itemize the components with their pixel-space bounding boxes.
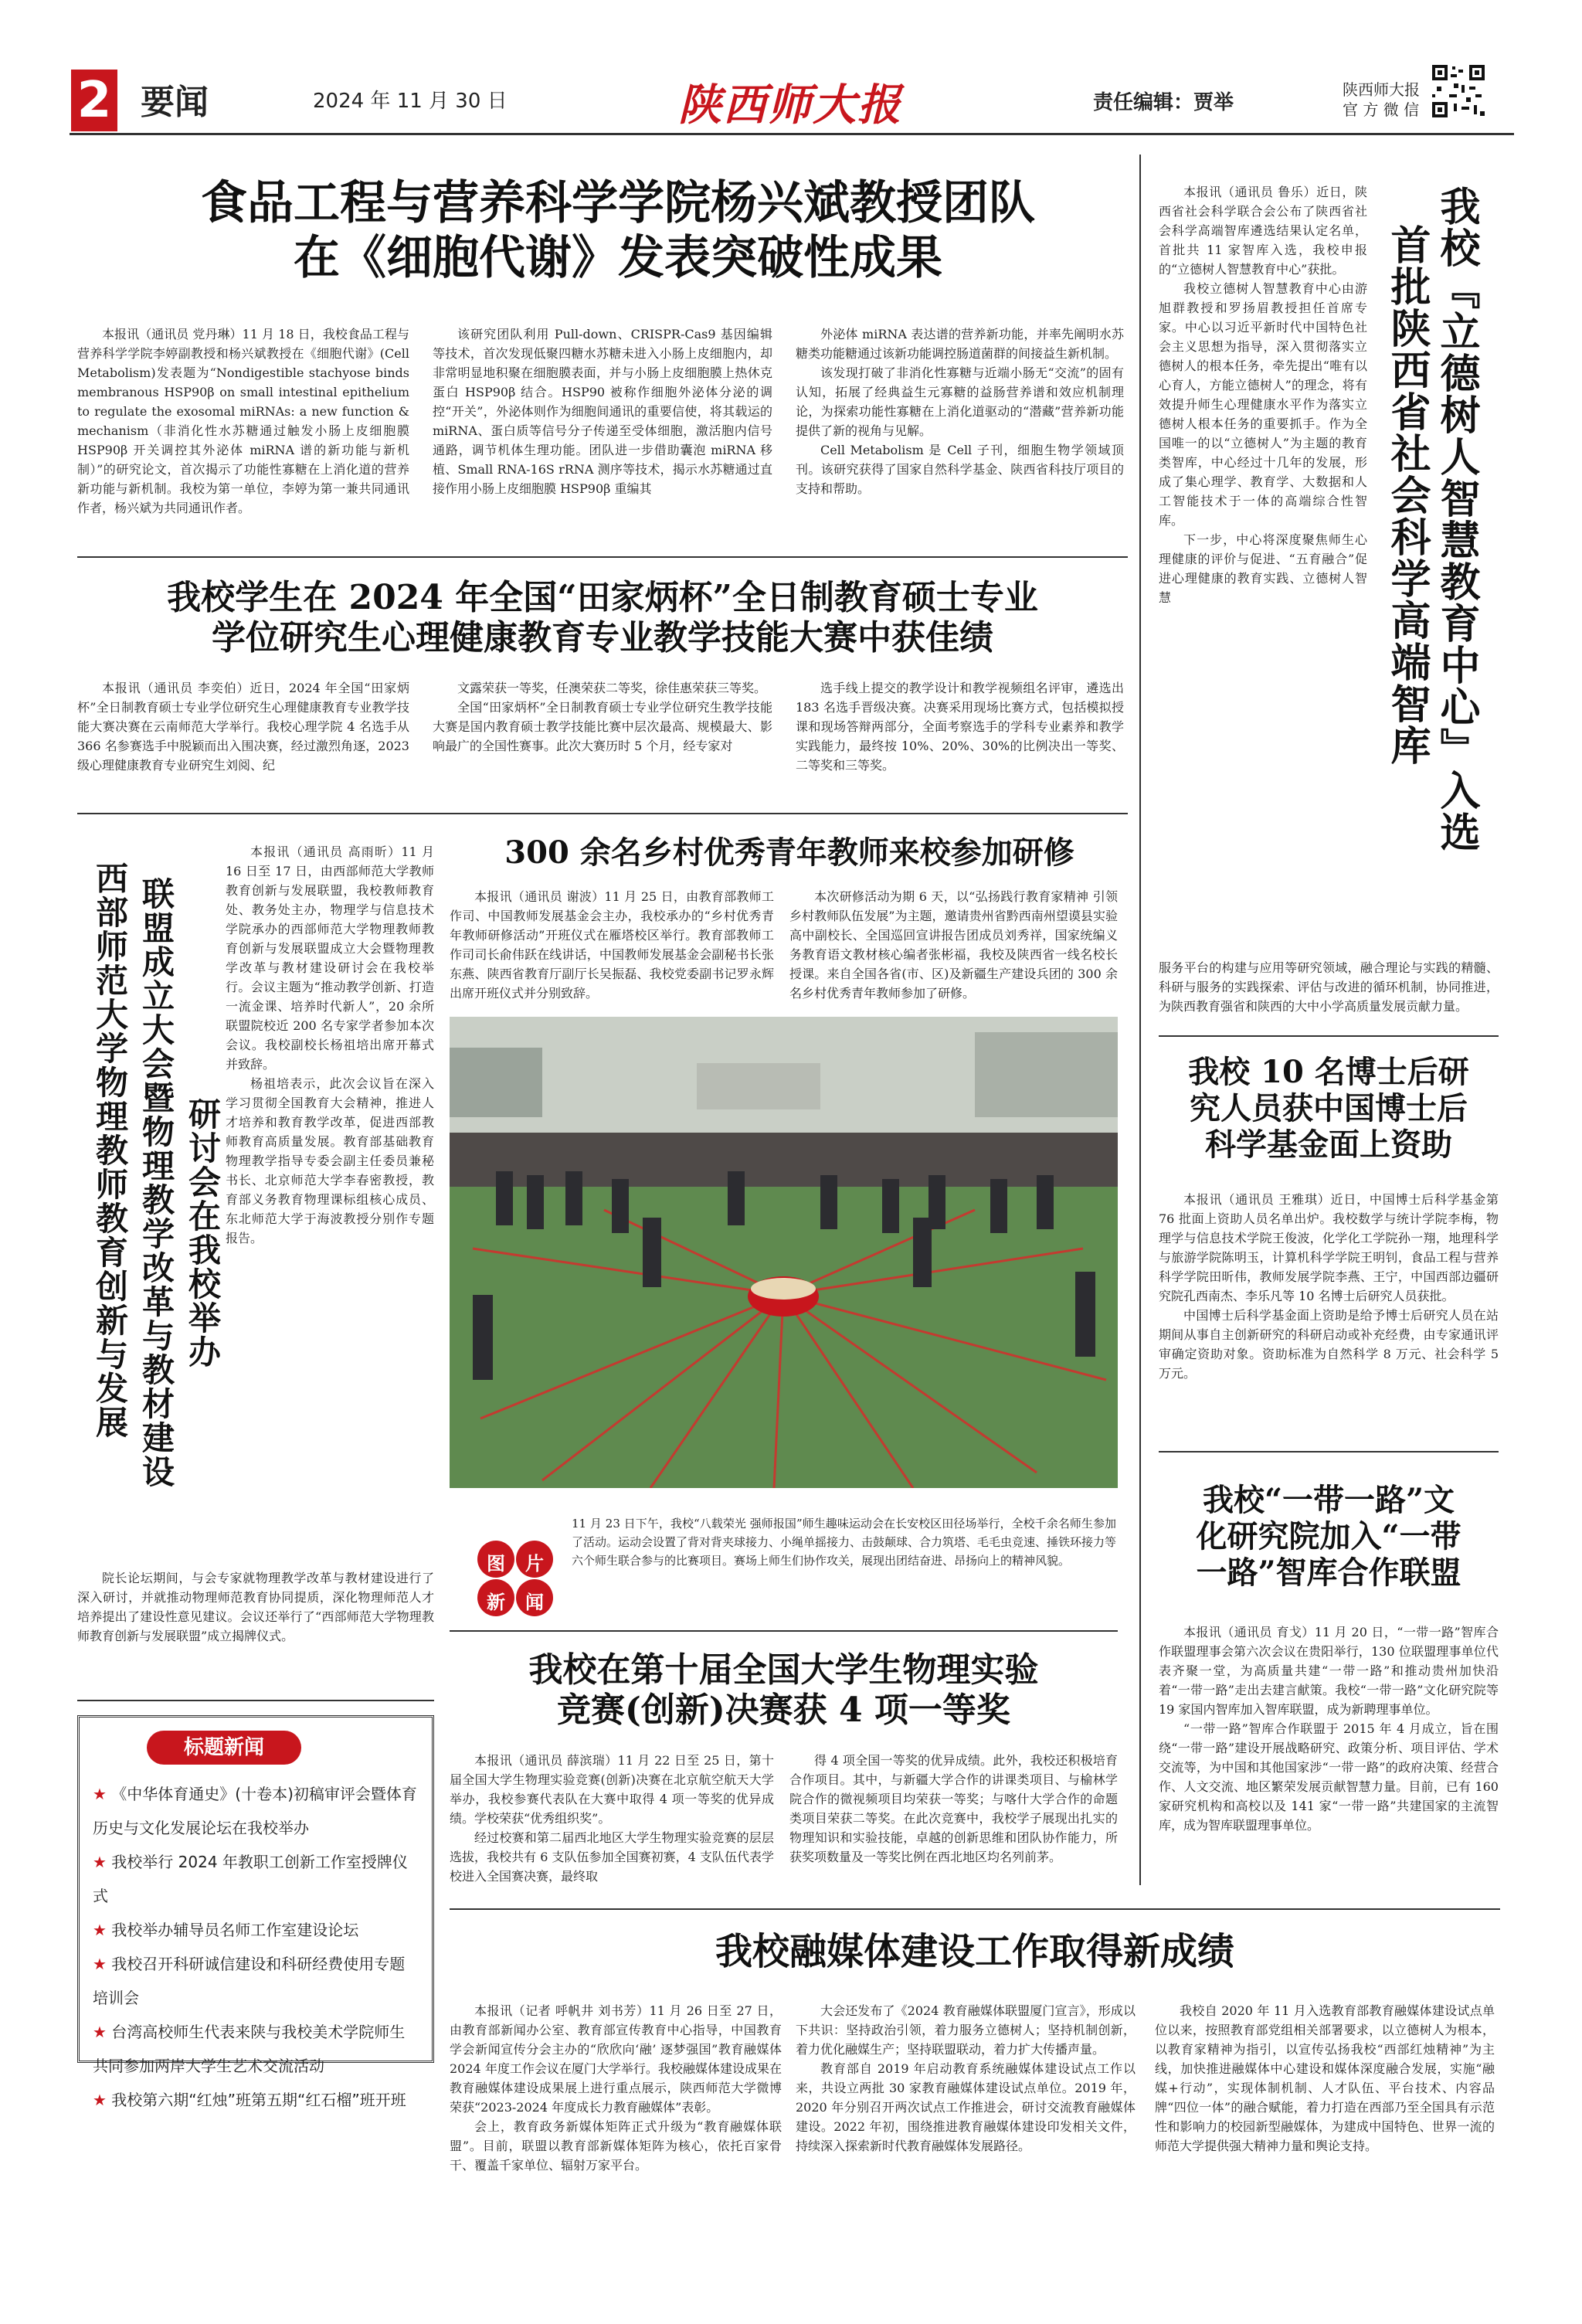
headline-index-list xyxy=(93,1777,417,2117)
badge-char: 新 xyxy=(487,1591,505,1613)
article8-body: 本报讯（通讯员 王雅琪）近日，中国博士后科学基金第 76 批面上资助人员名单出炉。我校数学与统计学院李梅，物理学与信息技术学院王俊波，化学化工学院孙一翔，地理科学与旅游学院陈明玉，计算机科学学院王明钊，食品工程与营养科学学院田昕伟，教师发展学院李燕、王宁，中国西部边疆研究院孔西南杰、李乐凡等 10 名博士后研究人员获批。 中国博士后科学基金面上资助是给予博士后研究人员在站期间从事自主创新研究的科研启动或补充经费，由专家通讯评审确定资助对象。资助标准为自然科学 8 万元、社会科学 5 万元。 xyxy=(1159,1192,1499,1381)
article4-headline: 300 余名乡村优秀青年教师来校参加研修 xyxy=(504,834,1074,871)
article2-col2: 文露荣获一等奖，任澳荣获二等奖，徐佳惠荣获三等奖。 全国“田家炳杯”全日制教育硕士专业学位研究生教学技能大赛是国内教育硕士教学技能比赛中层次最高、规模最大、影响最广的全国性赛事。此次大赛历时 5 个月，经专家对 xyxy=(433,681,772,753)
article7-title-line2: 首批陕西省社会科学高端智库 xyxy=(1383,224,1431,766)
news-photo xyxy=(450,1017,1118,1488)
column-divider xyxy=(1139,155,1141,1885)
page-number: 2 xyxy=(71,70,117,131)
wechat-label-1: 陕西师大报 xyxy=(1343,80,1420,99)
article5-col1: 本报讯（通讯员 薛滨瑞）11 月 22 日至 25 日，第十届全国大学生物理实验竞赛(创新)决赛在北京航空航天大学举办，我校参赛代表队在大赛中取得 4 项一等奖的优异成绩。学校荣获“优秀组织奖”。 经过校赛和第二届西北地区大学生物理实验竞赛的层层选拔，我校共有 6 支队伍参加全国赛初赛，4 支队伍代表学校进入全国赛决赛，最终取 xyxy=(450,1753,774,1884)
wechat-label-2: 官 方 微 信 xyxy=(1343,100,1420,119)
photo-caption: 11 月 23 日下午，我校“八载荣光 强师报国”师生趣味运动会在长安校区田径场举行，全校千余名师生参加了活动。运动会设置了背对背夹球接力、小绳单摇接力、击鼓颠球、合力筑塔、毛毛虫竞速、捶铁环接力等六个师生联合参与的比赛项目。赛场上师生们协作攻关，展现出团结奋进、昂扬向上的精神风貌。 xyxy=(572,1517,1117,1568)
index-item[interactable]: ★ 我校举行 2024 年教职工创新工作室授牌仪式 xyxy=(93,1853,408,1905)
section-name: 要闻 xyxy=(141,83,209,122)
badge-char: 闻 xyxy=(525,1591,544,1613)
badge-char: 片 xyxy=(525,1552,544,1575)
article6-col1: 本报讯（记者 呼帆井 刘书芳）11 月 26 日至 27 日，由教育部新闻办公室、教育部宣传教育中心指导，中国教育学会新闻宣传分会主办的“欣欣向‘融’ 逐梦强国”教育融媒体 2024 年度工作会议在厦门大学举行。我校融媒体建设成果在教育融媒体建设成果展上进行重点展示，陕西师范大学微博荣获“2023-2024 年度成长力教育融媒体”表彰。 会上，教育政务新媒体矩阵正式升级为“教育融媒体联盟”。目前，联盟以教育部新媒体矩阵为核心，依托百家骨干、覆盖千家单位、辐射万家平台。 xyxy=(450,2003,782,2173)
article6-headline: 我校融媒体建设工作取得新成绩 xyxy=(715,1930,1234,1973)
divider xyxy=(450,1908,1500,1910)
star-icon: ★ xyxy=(93,1785,112,1803)
article9-headline: 我校“一带一路”文 化研究院加入“一带 一路”智库合作联盟 xyxy=(1196,1482,1461,1592)
article6-col3: 我校自 2020 年 11 月入选教育部教育融媒体建设试点单位以来，按照教育部党组相关部署要求，以立德树人为根本，以教育家精神为指引，以宣传弘扬我校“西部红烛精神”为主线，加快推进融媒体中心建设和媒体深度融合发展，实施“融媒+行动”，实现体制机制、人才队伍、平台技术、内容品牌“四位一体”的融合赋能，着力打造在西部乃至全国具有示范性和影响力的校园新型融媒体，为建成中国特色、世界一流的师范大学提供强大精神力量和舆论支持。 xyxy=(1155,2003,1495,2153)
article4-col2: 本次研修活动为期 6 天，以“弘扬践行教育家精神 引领乡村教师队伍发展”为主题，邀请贵州省黔西南州望谟县实验高中副校长、全国巡回宣讲报告团成员刘秀祥，国家统编义务教育语文教材核心编者张彬福，我校及陕西省一线名校长授课。来自全国各省(市、区)及新疆生产建设兵团的 300 余名乡村优秀青年教师参加了研修。 xyxy=(789,889,1118,1001)
article1-col2: 该研究团队利用 Pull-down、CRISPR-Cas9 基因编辑等技术，首次发现低聚四糖水苏糖未进入小肠上皮细胞内，却非常明显地积聚在细胞膜表面，并与小肠上皮细胞膜上热休克蛋白 HSP90β 结合。HSP90 被称作细胞外泌体分泌的调控“开关”，外泌体则作为细胞间通讯的重要信使，将其载运的 miRNA、蛋白质等信号分子传递至受体细胞，激活胞内信号通路，调节机体生理功能。团队进一步借助囊泡 miRNA 移植、Small RNA-16S rRNA 测序等技术，揭示水苏糖通过直接作用小肠上皮细胞膜 HSP90β 重编其 xyxy=(433,327,772,496)
article2-headline: 我校学生在 2024 年全国“田家炳杯”全日制教育硕士专业 学位研究生心理健康教育专业教学技能大赛中获佳绩 xyxy=(167,578,1038,657)
article7-body-tail: 服务平台的构建与应用等研究领域，融合理论与实践的精髓、科研与服务的实践探索、评估与改进的循环机制，协同推进，为陕西教育强省和陕西的大中小学高质量发展贡献力量。 xyxy=(1159,960,1499,1014)
editor-credit: 责任编辑：贾举 xyxy=(1093,91,1234,114)
issue-date: 2024 年 11 月 30 日 xyxy=(313,90,508,113)
star-icon: ★ xyxy=(93,1921,112,1939)
article1-headline xyxy=(77,176,1159,286)
article8-headline: 我校 10 名博士后研 究人员获中国博士后 科学基金面上资助 xyxy=(1188,1054,1469,1164)
article7-title-line1: 我校『立德树人智慧教育中心』入选 xyxy=(1433,185,1480,853)
article3-body: 本报讯（通讯员 高雨昕）11 月 16 日至 17 日，由西部师范大学教师教育创新与发展联盟，我校教师教育处、教务处主办，物理学与信息技术学院承办的西部师范大学物理教师教育创新与发展联盟成立大会暨物理教学改革与教材建设研讨会在我校举行。会议主题为“推动教学创新、打造一流金课、培养时代新人”，20 余所联盟院校近 200 名专家学者参加本次会议。我校副校长杨祖培出席开幕式并致辞。 杨祖培表示，此次会议旨在深入学习贯彻全国教育大会精神，推进人才培养和教育教学改革，促进西部教师教育高质量发展。教育部基础教育物理教学指导专委会副主任委员兼秘书长、北京师范大学李春密教授，教育部义务教育物理课标组核心成员、东北师范大学于海波教授分别作专题报告。 xyxy=(226,844,434,1245)
badge-char: 图 xyxy=(487,1552,505,1575)
header-rule xyxy=(70,133,1514,135)
index-item[interactable]: ★ 《中华体育通史》(十卷本)初稿审评会暨体育历史与文化发展论坛在我校举办 xyxy=(93,1785,417,1837)
article6-col2: 大会还发布了《2024 教育融媒体联盟厦门宣言》，形成以下共识：坚持政治引领，着力服务立德树人；坚持机制创新，着力优化融媒生产；坚持联盟联动，着力扩大传播声量。 教育部自 2019 年启动教育系统融媒体建设试点工作以来，共设立两批 30 家教育融媒体建设试点单位。2019 年，2020 年分别召开两次试点工作推进会，研讨交流教育融媒体建设。2022 年初，围绕推进教育融媒体建设印发相关文件，持续深入探索新时代教育融媒体发展路径。 xyxy=(796,2003,1136,2153)
article1-col1: 本报讯（通讯员 党丹琳）11 月 18 日，我校食品工程与营养科学学院李婷副教授和杨兴斌教授在《细胞代谢》(Cell Metabolism)发表题为“Nondigestible stachyose binds membranous HSP90β on small intestinal epithelium to regulate the exosomal miRNAs: a new function & mechanism（非消化性水苏糖通过触发小肠上皮细胞膜 HSP90β 开关调控其外泌体 miRNA 谱的新功能与新机制）”的研究论文，首次揭示了功能性寡糖在上消化道的营养新功能与新机制。我校为第一单位，李婷为第一兼共同通讯作者，杨兴斌为共同通讯作者。 xyxy=(77,327,409,515)
star-icon: ★ xyxy=(93,1955,112,1973)
divider xyxy=(77,813,1128,814)
divider xyxy=(77,556,1128,558)
article1-col3: 外泌体 miRNA 表达谱的营养新功能，并率先阐明水苏糖类功能糖通过该新功能调控肠道菌群的间接益生新机制。 该发现打破了非消化性寡糖与近端小肠无“交流”的固有认知，拓展了经典益生元寡糖的益肠营养谱和效应机制理论，为探索功能性寡糖在上消化道驱动的“潜藏”营养新功能提供了新的视角与见解。 Cell Metabolism 是 Cell 子刊，细胞生物学领域顶刊。该研究获得了国家自然科学基金、陕西省科技厅项目的支持和帮助。 xyxy=(796,327,1124,496)
article3-body-tail: 院长论坛期间，与会专家就物理教学改革与教材建设进行了深入研讨，并就推动物理师范教育协同提质，深化物理师范人才培养提出了建设性意见建议。会议还举行了“西部师范大学物理教师教育创新与发展联盟”成立揭牌仪式。 xyxy=(77,1571,434,1643)
star-icon: ★ xyxy=(93,1853,112,1871)
masthead-logo: 陕西师大报 xyxy=(678,80,902,131)
star-icon: ★ xyxy=(93,2091,112,2109)
index-item[interactable]: ★ 我校召开科研诚信建设和科研经费使用专题培训会 xyxy=(93,1955,406,2007)
star-icon: ★ xyxy=(93,2023,112,2041)
article3-title-line3: 研讨会在我校举办 xyxy=(184,1097,222,1369)
index-item[interactable]: ★ 台湾高校师生代表来陕与我校美术学院师生共同参加两岸大学生艺术交流活动 xyxy=(93,2023,406,2075)
article7-body: 本报讯（通讯员 鲁乐）近日，陕西省社会科学联合会公布了陕西省社会科学高端智库遴选结果认定名单，首批共 11 家智库入选，我校申报的“立德树人智慧教育中心”获批。 我校立德树人智慧教育中心由游旭群教授和罗扬眉教授担任首席专家。中心以习近平新时代中国特色社会主义思想为指导，深入贯彻落实立德树人的根本任务，牵先提出“唯有以心育人，方能立德树人”的理念，将有效提升师生心理健康水平作为落实立德树人根本任务的重要抓手。作为全国唯一的以“立德树人”为主题的教育类智库，中心经过十几年的发展，形成了集心理学、教育学、大数据和人工智能技术于一体的高端综合性智库。 下一步，中心将深度聚焦师生心理健康的评价与促进、“五育融合”促进心理健康的教育实践、立德树人智慧 xyxy=(1159,185,1367,605)
divider xyxy=(1159,1451,1499,1452)
index-item[interactable]: ★ 我校举办辅导员名师工作室建设论坛 xyxy=(93,1921,359,1939)
index-item[interactable]: ★ 我校第六期“红烛”班第五期“红石榴”班开班 xyxy=(93,2091,406,2109)
article3-title-line2: 联盟成立大会暨物理教学改革与教材建设 xyxy=(137,877,175,1489)
article1-title-line1: 食品工程与营养科学学院杨兴斌教授团队 xyxy=(201,176,1035,230)
divider xyxy=(450,1630,1118,1632)
article9-body: 本报讯（通讯员 育戈）11 月 20 日，“一带一路”智库合作联盟理事会第六次会议在贵阳举行，130 位联盟理事单位代表齐聚一堂，为高质量共建“一带一路”和推动贵州加快沿着“一带一路”走出去建言献策。我校“一带一路”文化研究院等 19 家国内智库加入智库联盟，成为新聘理事单位。 “一带一路”智库合作联盟于 2015 年 4 月成立，旨在围绕“一带一路”建设开展战略研究、政策分析、项目评估、学术交流等，为中国和其他国家涉“一带一路”的政府决策、经营合作、人文交流、地区繁荣发展贡献智慧力量。目前，已有 160 家研究机构和高校以及 141 家“一带一路”共建国家的主流智库，成为智库联盟理事单位。 xyxy=(1159,1625,1499,1833)
article1-title-line2: 在《细胞代谢》发表突破性成果 xyxy=(294,230,942,285)
article4-col1: 本报讯（通讯员 谢波）11 月 25 日，由教育部教师工作司、中国教师发展基金会主办，我校承办的“乡村优秀青年教师研修活动”开班仪式在雁塔校区举行。教育部教师工作司司长俞伟跃在线讲话，中国教师发展基金会副秘书长张东燕、陕西省教育厅副厅长吴振磊、我校党委副书记罗永辉出席开班仪式并分别致辞。 xyxy=(450,889,774,1001)
article5-col2: 得 4 项全国一等奖的优异成绩。此外，我校还积极培育合作项目。其中，与新疆大学合作的讲课类项目、与榆林学院合作的微视频项目均荣获一等奖；与喀什大学合作的命题类项目荣获二等奖。在此次竞赛中，我校学子展现出扎实的物理知识和实验技能，卓越的创新思维和团队协作能力，所获奖项数量及一等奖比例在西北地区均名列前茅。 xyxy=(789,1753,1118,1864)
article3-title-line1: 西部师范大学物理教师教育创新与发展 xyxy=(91,861,129,1439)
article2-col3: 选手线上提交的教学设计和教学视频组名评审，遴选出 183 名选手晋级决赛。决赛采用现场比赛方式，包括模拟授课和现场答辩两部分，全面考察选手的学科专业素养和教学实践能力，最终按 10%、20%、30%的比例决出一等奖、二等奖和三等奖。 xyxy=(796,681,1124,773)
qr-code-icon xyxy=(1431,63,1486,119)
headline-index-title: 标题新闻 xyxy=(147,1731,301,1765)
divider xyxy=(1159,1035,1499,1037)
article2-col1: 本报讯（通讯员 李奕伯）近日，2024 年全国“田家炳杯”全日制教育硕士专业学位研究生心理健康教育专业教学技能大赛决赛在云南师范大学举行。我校心理学院 4 名选手从 366 名参赛选手中脱颖而出入围决赛，经过激烈角逐，2023 级心理健康教育专业研究生刘阅、纪 xyxy=(77,681,409,773)
article5-headline: 我校在第十届全国大学生物理实验 竞赛(创新)决赛获 4 项一等奖 xyxy=(528,1650,1039,1730)
divider xyxy=(77,1700,434,1701)
photo-news-badge xyxy=(473,1536,558,1621)
